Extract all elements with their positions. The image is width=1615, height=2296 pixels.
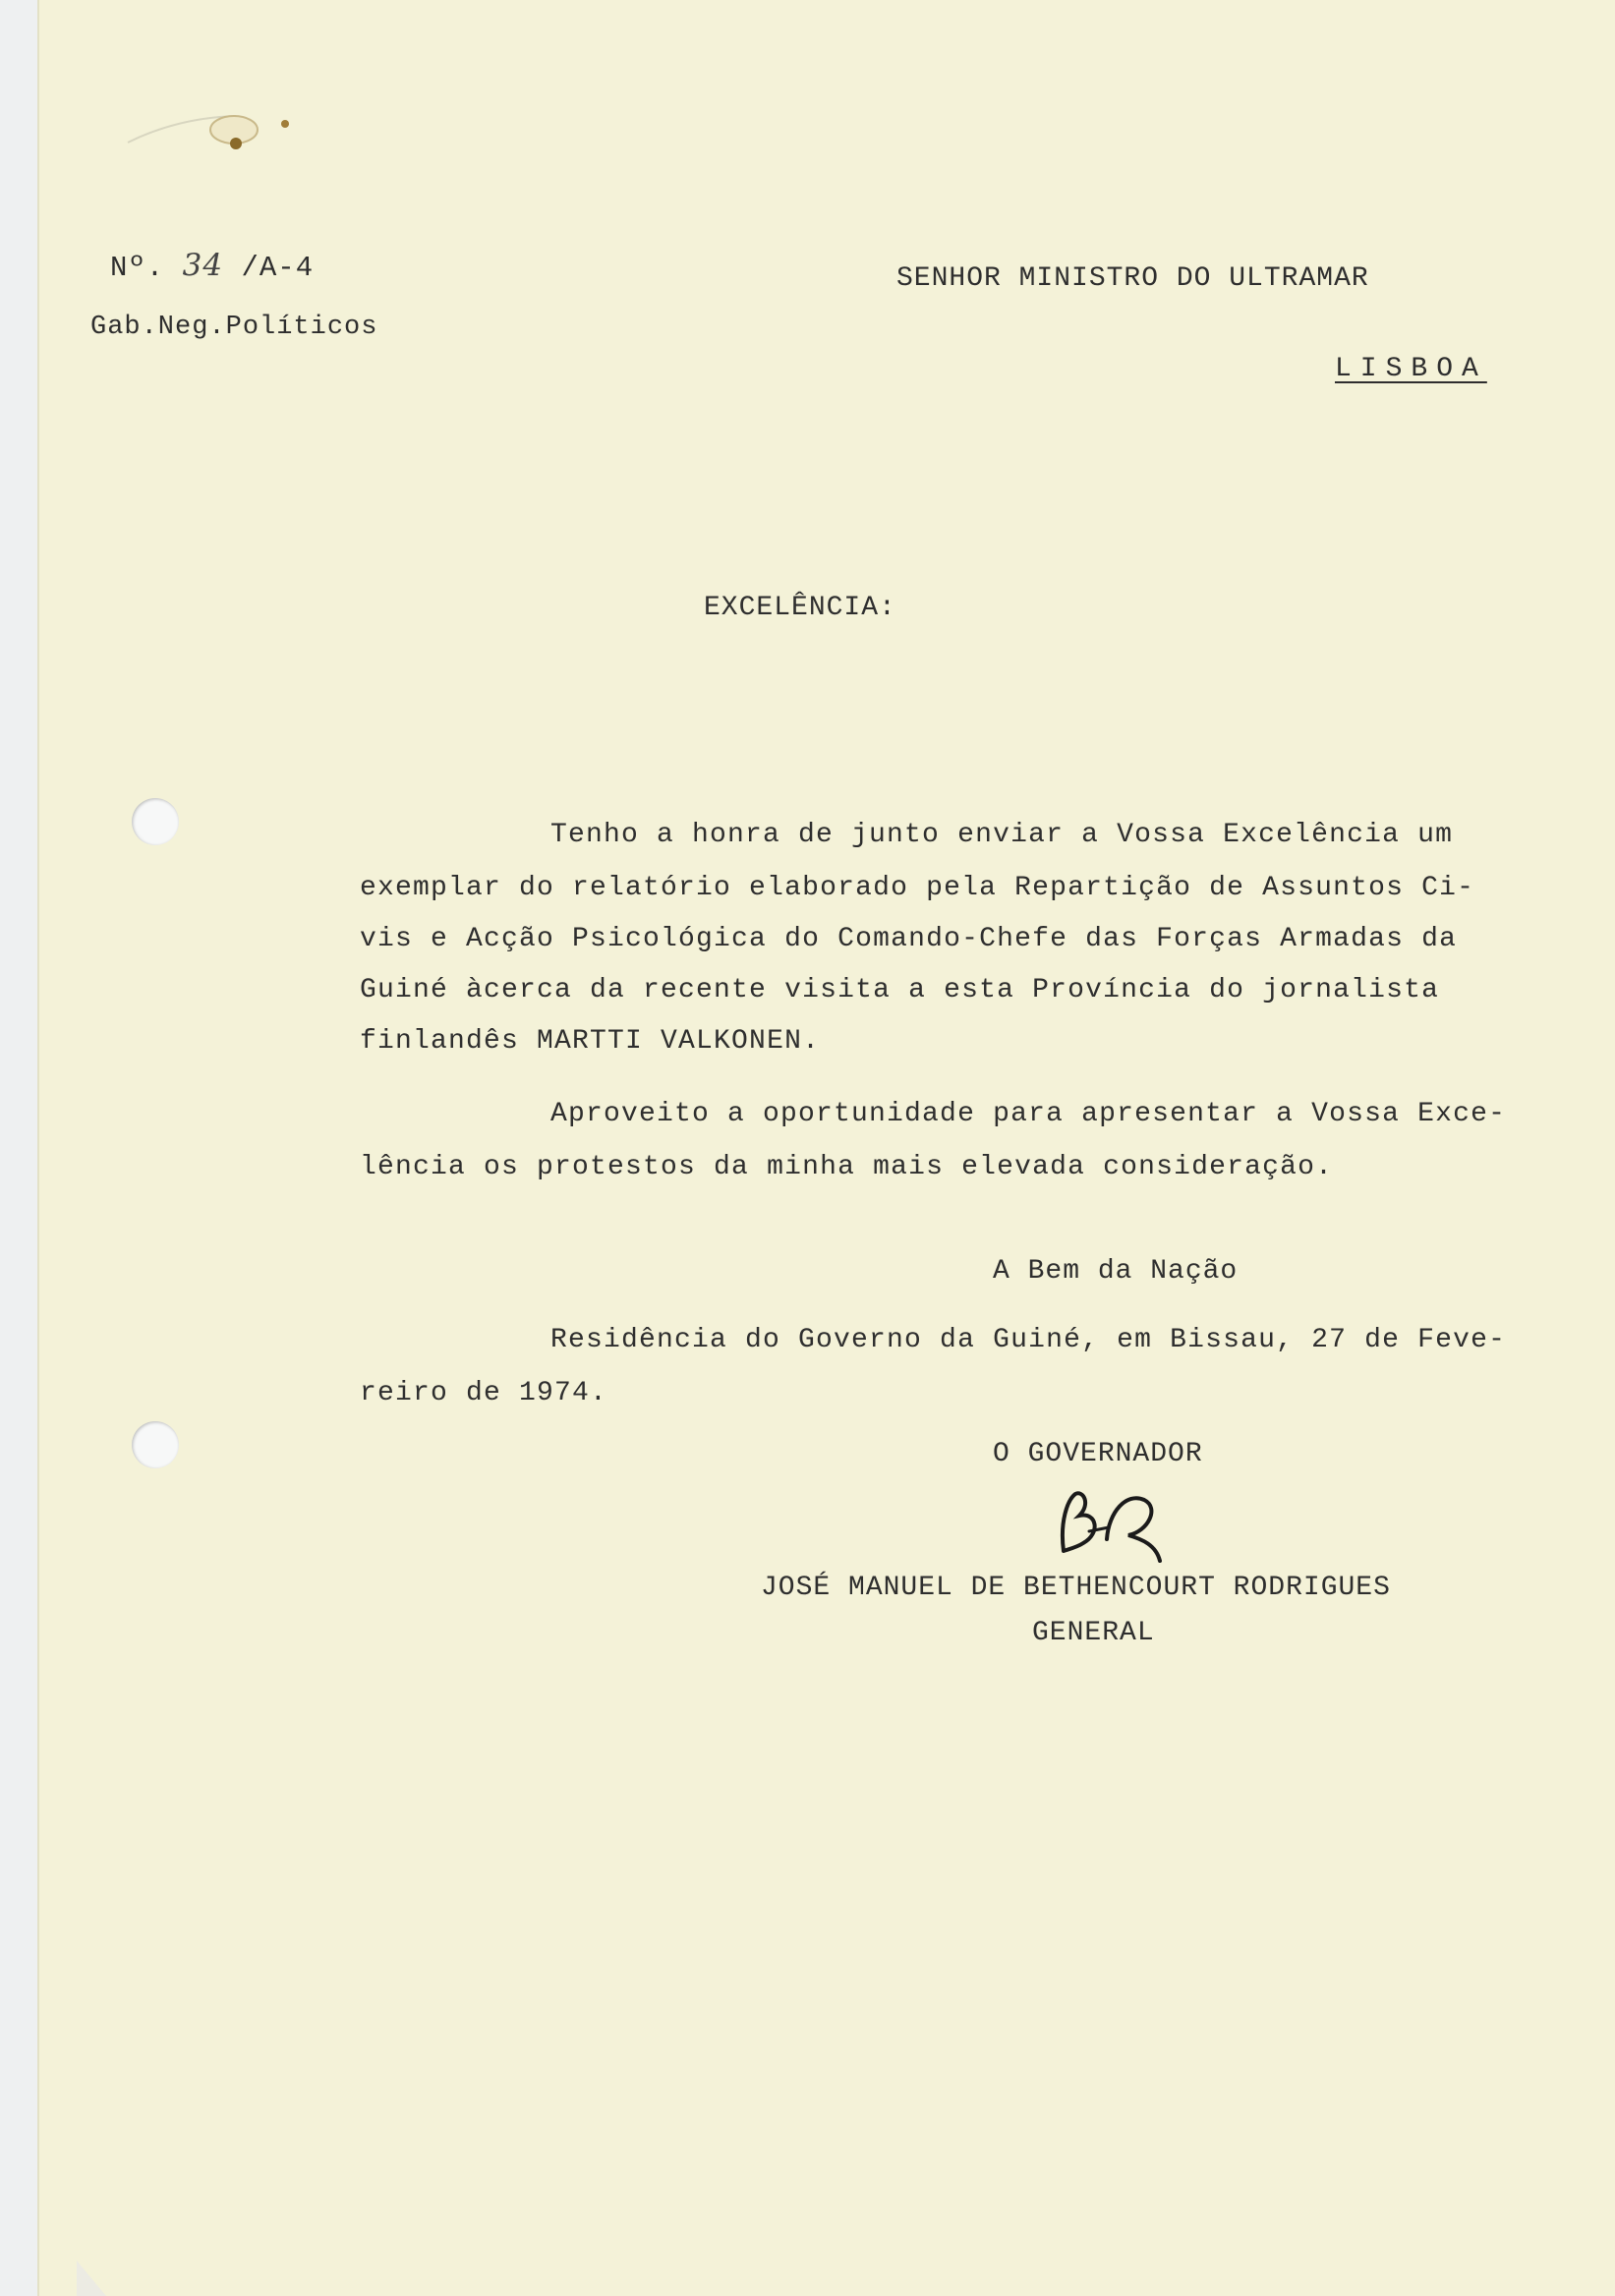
page-corner xyxy=(77,2261,106,2296)
addressee: SENHOR MINISTRO DO ULTRAMAR xyxy=(896,263,1369,294)
signatory-role: O GOVERNADOR xyxy=(993,1439,1203,1469)
punch-hole xyxy=(132,798,179,845)
handwritten-signature xyxy=(1050,1482,1178,1573)
department-line: Gab.Neg.Políticos xyxy=(90,313,378,342)
punch-hole xyxy=(132,1421,179,1468)
paragraph-line: Aproveito a oportunidade para apresentar a Vossa Exce- xyxy=(550,1099,1507,1129)
reference-number: Nº. 34 /A-4 xyxy=(110,248,315,284)
paragraph-line: vis e Acção Psicológica do Comando-Chefe das Forças Armadas da xyxy=(360,924,1458,954)
paragraph-line: exemplar do relatório elaborado pela Repartição de Assuntos Ci- xyxy=(360,873,1475,903)
scan-background-strip xyxy=(0,0,37,2296)
closing-phrase: A Bem da Nação xyxy=(993,1256,1239,1287)
paragraph-line: Tenho a honra de junto enviar a Vossa Excelência um xyxy=(550,820,1454,850)
paragraph-line: finlandês MARTTI VALKONEN. xyxy=(360,1026,821,1057)
place-date-line: Residência do Governo da Guiné, em Bissau, 27 de Feve- xyxy=(550,1325,1507,1355)
staple-mark-icon xyxy=(118,98,305,167)
salutation: EXCELÊNCIA: xyxy=(704,593,896,623)
paragraph-line: Guiné àcerca da recente visita a esta Província do jornalista xyxy=(360,975,1440,1005)
paragraph-line: lência os protestos da minha mais elevada consideração. xyxy=(360,1152,1334,1182)
signatory-name: JOSÉ MANUEL DE BETHENCOURT RODRIGUES xyxy=(761,1573,1391,1603)
place-date-line: reiro de 1974. xyxy=(360,1378,608,1408)
letter-page xyxy=(37,0,1615,2296)
handwritten-number: 34 xyxy=(182,248,224,283)
addressee-city: LISBOA xyxy=(1335,354,1487,384)
signatory-rank: GENERAL xyxy=(1032,1618,1155,1648)
